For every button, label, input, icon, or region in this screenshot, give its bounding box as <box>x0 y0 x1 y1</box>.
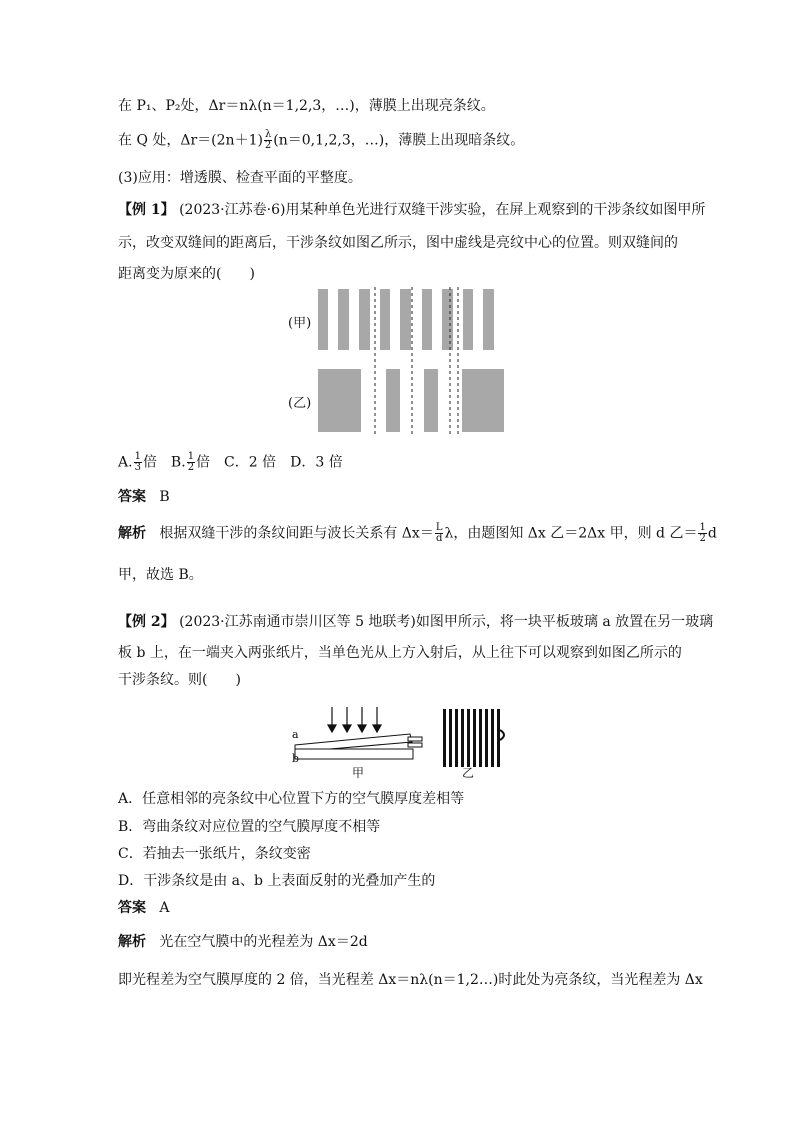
text-fragment: 倍 B. <box>142 454 186 471</box>
option-c: C．若抽去一张纸片，条纹变密 <box>118 846 311 862</box>
options-line <box>118 452 343 473</box>
text-line: 示，改变双缝间的距离后，干涉条纹如图乙所示，图中虚线是亮纹中心的位置。则双缝间的 <box>118 235 678 251</box>
figure-label-jia: (甲) <box>288 316 312 331</box>
fraction <box>435 523 444 544</box>
answer-value: A <box>159 900 170 916</box>
example-2-line <box>118 612 713 632</box>
text-line: 在 P₁、P₂处，Δr＝nλ(n＝1,2,3，…)，薄膜上出现亮条纹。 <box>118 98 495 114</box>
option-d: D．干涉条纹是由 a、b 上表面反射的光叠加产生的 <box>118 873 436 889</box>
text-line: 甲，故选 B。 <box>118 567 203 583</box>
text-line: 干涉条纹。则( ) <box>118 672 241 688</box>
figure-label-yi: 乙 <box>462 766 475 780</box>
fraction-numerator: L <box>435 522 443 533</box>
analysis-label: 解析 <box>118 934 146 950</box>
text-line: 距离变为原来的( ) <box>118 266 255 282</box>
example-tag: 【例 2】 <box>118 614 175 630</box>
fraction <box>187 452 195 473</box>
text-fragment: A. <box>118 454 133 471</box>
fraction-denominator: 2 <box>187 462 195 473</box>
fraction-numerator: 1 <box>699 522 706 533</box>
plate-b-label: b <box>292 752 300 765</box>
fraction-numerator: 1 <box>187 451 195 462</box>
text-line: 即光程差为空气膜厚度的 2 倍，当光程差 Δx＝nλ(n＝1,2…)时此处为亮条纹，当光程差为 Δx <box>118 972 703 988</box>
answer-value: B <box>159 489 170 505</box>
text-line: 板 b 上，在一端夹入两张纸片，当单色光从上方入射后，从上往下可以观察到如图乙所示的 <box>118 645 682 661</box>
fraction-denominator: d <box>435 533 443 544</box>
text-line: (3)应用：增透膜、检查平面的平整度。 <box>118 170 362 186</box>
analysis-line <box>118 523 717 544</box>
wedge-figure <box>290 705 550 780</box>
text-fragment: d <box>707 525 717 542</box>
fraction <box>264 130 272 151</box>
answer-label: 答案 <box>118 900 146 916</box>
fringe-figure <box>316 287 516 437</box>
text-fragment: 根据双缝干涉的条纹间距与波长关系有 Δx＝ <box>159 525 434 542</box>
text-fragment: (n＝0,1,2,3，…)，薄膜上出现暗条纹。 <box>273 132 525 149</box>
text-fragment: 倍 C．2 倍 D．3 倍 <box>196 454 343 471</box>
fraction-numerator: λ <box>264 129 272 140</box>
fraction-denominator: 3 <box>134 462 141 473</box>
analysis-line <box>118 932 368 952</box>
answer-label: 答案 <box>118 489 146 505</box>
fraction-denominator: 2 <box>699 533 706 544</box>
fraction <box>698 523 706 544</box>
figure-label-jia: 甲 <box>352 766 365 780</box>
answer-line <box>118 487 170 507</box>
example-1-line <box>118 200 705 220</box>
answer-line <box>118 898 169 918</box>
option-b: B．弯曲条纹对应位置的空气膜厚度不相等 <box>118 819 381 835</box>
figure-label-yi: (乙) <box>288 396 312 411</box>
analysis-label: 解析 <box>118 525 146 542</box>
text-line <box>118 130 524 151</box>
fraction-numerator: 1 <box>134 451 141 462</box>
text-fragment: (2023·江苏南通市崇川区等 5 地联考)如图甲所示，将一块平板玻璃 a 放置在另一玻璃 <box>179 614 714 630</box>
text-fragment: 光在空气膜中的光程差为 Δx＝2d <box>159 934 368 950</box>
text-fragment: λ，由题图知 Δx 乙＝2Δx 甲，则 d 乙＝ <box>444 525 698 542</box>
plate-a-label: a <box>292 728 299 741</box>
text-fragment: (2023·江苏卷·6)用某种单色光进行双缝干涉实验，在屏上观察到的干涉条纹如图甲所 <box>179 202 706 218</box>
example-tag: 【例 1】 <box>118 202 175 218</box>
fraction-denominator: 2 <box>264 140 272 151</box>
fraction <box>134 452 142 473</box>
option-a: A．任意相邻的亮条纹中心位置下方的空气膜厚度差相等 <box>118 791 465 807</box>
text-fragment: 在 Q 处，Δr＝(2n＋1) <box>118 132 263 149</box>
